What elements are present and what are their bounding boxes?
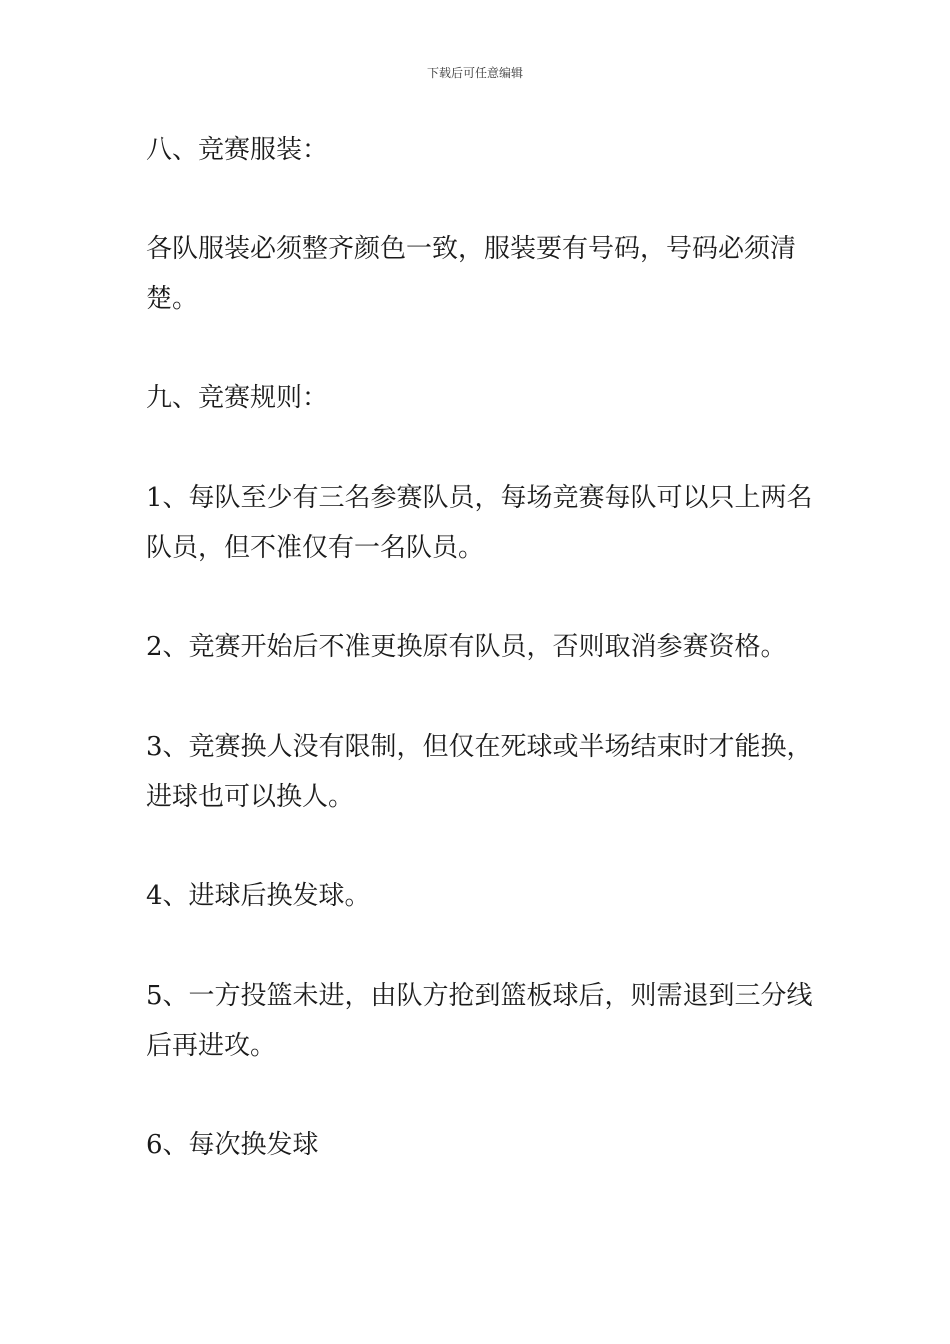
text-line: 九、竞赛规则：: [146, 383, 329, 413]
section-heading-clothing: [146, 125, 816, 175]
text-line: 各队服装必须整齐颜色一致，服装要有号码，号码必须清: [146, 234, 797, 264]
text-line: 楚。: [146, 284, 199, 314]
rule-item-2: [146, 622, 816, 672]
text-line: 进球也可以换人。: [146, 782, 355, 812]
text-line: 4、进球后换发球。: [146, 881, 371, 911]
text-line: 八、竞赛服装：: [146, 135, 329, 165]
text-line: 2、竞赛开始后不准更换原有队员，否则取消参赛资格。: [146, 632, 787, 662]
rule-item-6: [146, 1120, 816, 1170]
text-line: 5、一方投篮未进，由队方抢到篮板球后，则需退到三分线: [146, 981, 813, 1011]
text-line: 队员，但不准仅有一名队员。: [146, 533, 485, 563]
rule-item-3: [146, 722, 816, 822]
rule-item-5: [146, 971, 816, 1071]
text-line: 6、每次换发球: [146, 1130, 319, 1160]
rule-item-1: [146, 473, 816, 573]
rule-item-4: [146, 871, 816, 921]
text-line: 后再进攻。: [146, 1031, 277, 1061]
paragraph-clothing-rule: [146, 224, 816, 324]
text-line: 1、每队至少有三名参赛队员，每场竞赛每队可以只上两名: [146, 483, 813, 513]
section-heading-rules: [146, 373, 816, 423]
text-line: 3、竞赛换人没有限制，但仅在死球或半场结束时才能换，: [146, 732, 813, 762]
page-header: 下载后可任意编辑: [426, 66, 523, 80]
